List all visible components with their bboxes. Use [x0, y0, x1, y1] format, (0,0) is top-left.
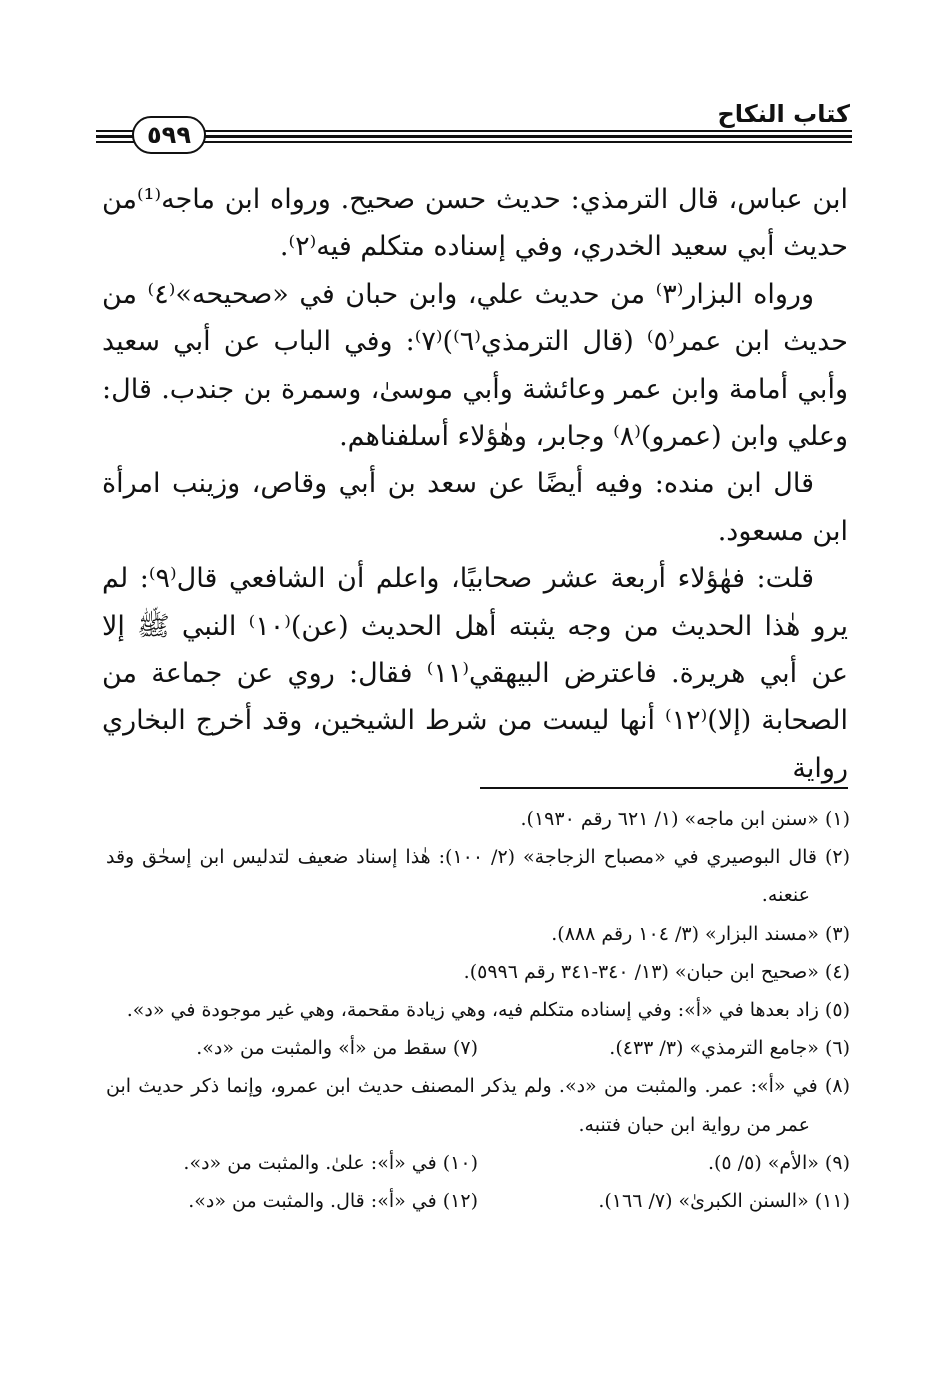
footnote: (١) «سنن ابن ماجه» (١/ ٦٢١ رقم ١٩٣٠).	[520, 808, 850, 830]
paragraph: ورواه البزار⁽٣⁾ من حديث علي، وابن حبان في «صحيحه»⁽٤⁾ من حديث ابن عمر⁽٥⁾ (قال الترمذي⁽٦⁾)⁽٧⁾: وفي الباب عن أبي سعيد وأبي أمامة وابن عمر وعائشة وأبي موسىٰ، وسمرة بن جندب. قال: وعلي وابن (عمرو)⁽٨⁾ وجابر، وهٰؤلاء أسلفناهم.	[102, 278, 848, 453]
main-text	[102, 176, 848, 792]
footnote: (٤) «صحيح ابن حبان» (١٣/ ٣٤٠-٣٤١ رقم ٥٩٩٦).	[463, 960, 850, 983]
paragraph: قال ابن منده: وفيه أيضًا عن سعد بن أبي وقاص، وزينب امرأة ابن مسعود.	[102, 468, 848, 547]
footnote-row	[106, 1144, 850, 1182]
footnote-row	[106, 1182, 850, 1220]
page-header	[96, 96, 852, 160]
footnote: (١٢) في «أ»: قال. والمثبت من «د».	[188, 1190, 478, 1213]
header-rules	[96, 130, 852, 144]
footnote: (٩) «الأم» (٥/ ٥).	[707, 1151, 850, 1174]
footnote: (١١) «السنن الكبرىٰ» (٧/ ١٦٦).	[598, 1190, 850, 1213]
footnote-row	[106, 1029, 850, 1067]
footnote: (٣) «مسند البزار» (٣/ ١٠٤ رقم ٨٨٨).	[551, 922, 850, 945]
paragraph: قلت: فهٰؤلاء أربعة عشر صحابيًا، واعلم أن الشافعي قال⁽٩⁾: لم يرو هٰذا الحديث من وجه يثبته أهل الحديث (عن)⁽١٠⁾ النبي ﷺ إلا عن أبي هريرة. فاعترض البيهقي⁽١١⁾ فقال: روي عن جماعة من الصحابة (إلا)⁽١٢⁾ أنها ليست من شرط الشيخين، وقد أخرج البخاري رواية	[102, 563, 849, 784]
header-rule	[96, 135, 852, 138]
book-title: كتاب النكاح	[717, 100, 850, 128]
footnote: (١٠) في «أ»: علىٰ. والمثبت من «د».	[183, 1151, 478, 1174]
header-rule	[96, 130, 852, 132]
footnote: (٢) قال البوصيري في «مصباح الزجاجة» (٢/ ١٠٠): هٰذا إسناد ضعيف لتدليس ابن إسحٰق وقد عنعنه.	[106, 846, 850, 907]
footnote: (٧) سقط من «أ» والمثبت من «د».	[196, 1037, 478, 1060]
footnote: (٦) «جامع الترمذي» (٣/ ٤٣٣).	[609, 1037, 850, 1060]
footnote-separator	[480, 787, 848, 789]
footnote: (٨) في «أ»: عمر. والمثبت من «د». ولم يذكر المصنف حديث ابن عمرو، وإنما ذكر حديث ابن عمر من رواية ابن حبان فتنبه.	[106, 1075, 850, 1136]
header-rule	[96, 141, 852, 143]
footnotes	[106, 800, 850, 1220]
page-number: ٥٩٩	[132, 116, 206, 154]
paragraph: ابن عباس، قال الترمذي: حديث حسن صحيح. ورواه ابن ماجه⁽¹⁾من حديث أبي سعيد الخدري، وفي إسناده متكلم فيه⁽٢⁾.	[102, 184, 848, 263]
footnote: (٥) زاد بعدها في «أ»: وفي إسناده متكلم فيه، وهي زيادة مقحمة، وهي غير موجودة في «د».	[126, 999, 850, 1022]
